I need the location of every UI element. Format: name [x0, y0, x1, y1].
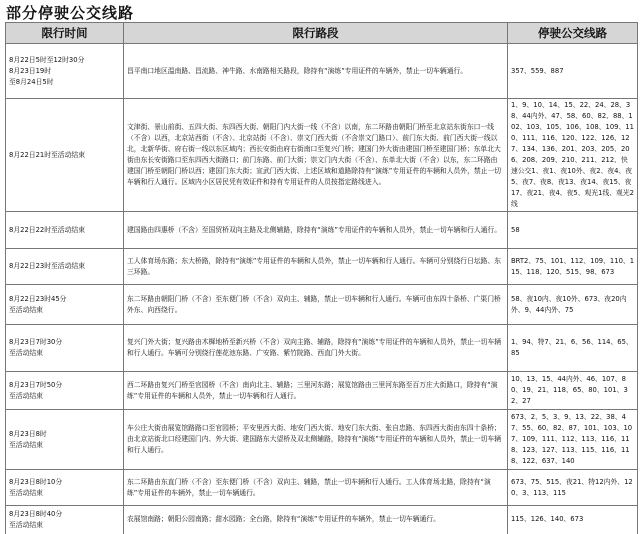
time-line: 8月22日22时至活动结束 — [9, 225, 85, 234]
time-cell — [6, 212, 124, 249]
table-row — [6, 506, 638, 534]
lines-cell: 357、559、887 — [508, 44, 638, 99]
lines-cell: 1、9、10、14、15、22、24、28、38、44内外、47、58、60、82、88、102、103、105、106、108、109、110、111、116、120、122、126、127、134、136、201、203、205、206、208、209、210、211、212、快速公交1、夜1、夜10外、夜2、夜4、夜5、夜7、夜8、夜13、夜14、夜15、夜17、夜21、夜4、夜5、观光1线、观光2线 — [508, 99, 638, 212]
time-cell — [6, 325, 124, 372]
time-line: 8月22日23时至活动结束 — [9, 262, 85, 270]
lines-cell: BRT2、75、101、112、109、110、115、118、120、515、98、673 — [508, 249, 638, 285]
route-cell: 工人体育场东路；东大桥路，除持有“演练”专用证件的车辆和人员外，禁止一切车辆和行人通行。车辆可分别绕行日坛路、东三环路。 — [124, 249, 508, 285]
lines-cell: 115、126、140、673 — [508, 506, 638, 534]
header-lines: 停驶公交线路 — [508, 23, 638, 44]
table-row — [6, 410, 638, 470]
route-cell: 文津街、景山前街、五四大街、东四西大街、朝阳门内大街一线（不含）以南，东二环路由朝阳门桥至北京站东街东口一线（不含）以西，北京站西街（不含）、北京站街（不含）、崇文门西大街（不含崇文门路口）、前门东大街、前门西大街一线以北，北新华街、府右街一线以东区域内；西长安街由府右街南口至复兴门桥；建国门外大街由建国门桥至建国门桥；东单北大街由东长安街路口至东四西大街路口；前门东路、前门大街；崇文门内大街（不含）、东单北大街（不含）以东，东二环路由建国门桥至朝阳门桥以西；建国门东大街；宣武门西大街、上述区域和道路除持有“演练”专用证件的车辆和人员外，禁止一切车辆和行人通行。区域内小区居民凭有效证件和持有专用证件的人员按指定路线进入。 — [124, 99, 508, 212]
route-cell: 复兴门外大街；复兴路由木樨地桥至新兴桥（不含）双向主路、辅路，除持有“演练”专用证件的车辆和人员外，禁止一切车辆和行人通行。车辆可分别绕行莲花池东路、广安路、紫竹院路、西直门外大街。 — [124, 325, 508, 372]
time-line: 8月23日8时10分 — [9, 477, 63, 486]
time-line: 8月23日8时40分 — [9, 509, 63, 518]
time-line: 至活动结束 — [9, 440, 43, 449]
lines-cell: 673、2、5、3、9、13、22、38、47、55、60、82、87、101、103、107、109、111、112、113、116、118、123、127、113、115、116、118、122、637、140 — [508, 410, 638, 470]
header-time: 限行时间 — [6, 23, 124, 44]
table-row — [6, 249, 638, 285]
table-row — [6, 285, 638, 325]
time-line: 至活动结束 — [9, 488, 43, 497]
lines-cell: 10、13、15、44内外、46、107、80、19、21、118、65、80、101、32、27 — [508, 372, 638, 410]
time-cell — [6, 99, 124, 212]
time-line: 8月22日21时至活动结束 — [9, 150, 85, 159]
route-cell: 建国路由四惠桥（不含）至国贸桥双向主路及北侧辅路，除持有“演练”专用证件的车辆和人员外，禁止一切车辆和行人通行。 — [124, 212, 508, 249]
table-header-row — [6, 23, 638, 44]
table-row — [6, 212, 638, 249]
header-route: 限行路段 — [124, 23, 508, 44]
route-cell: 农展馆南路；朝阳公园南路；甜水园路；全台路，除持有“演练”专用证件的车辆外，禁止一切车辆通行。 — [124, 506, 508, 534]
time-line: 至活动结束 — [9, 305, 43, 314]
route-cell: 昌平南口地区温南路、昌流路、神牛路、水南路相关路段，除持有“演练”专用证件的车辆外，禁止一切车辆通行。 — [124, 44, 508, 99]
lines-cell: 673、75、515、夜21、特12内外、120、3、113、115 — [508, 470, 638, 506]
time-line: 8月23日7时50分 — [9, 380, 63, 389]
time-cell — [6, 410, 124, 470]
table-row — [6, 325, 638, 372]
time-cell — [6, 285, 124, 325]
table-row — [6, 99, 638, 212]
route-cell: 东二环路由东直门桥（不含）至东便门桥（不含）双向主、辅路，禁止一切车辆和行人通行。工人体育场北路，除持有“演练”专用证件的车辆外，禁止一切车辆通行。 — [124, 470, 508, 506]
time-line: 8月23日19时 — [9, 66, 52, 75]
table-row — [6, 372, 638, 410]
time-cell — [6, 506, 124, 534]
bus-suspension-table — [5, 22, 638, 534]
time-line: 至活动结束 — [9, 391, 43, 400]
time-line: 至活动结束 — [9, 349, 43, 357]
lines-cell: 1、94、特7、21、6、56、114、65、85 — [508, 325, 638, 372]
time-line: 8月23日7时30分 — [9, 338, 63, 346]
time-cell — [6, 44, 124, 99]
table-row — [6, 470, 638, 506]
lines-cell: 58 — [508, 212, 638, 249]
route-cell: 车公庄大街由展览馆路路口至官园桥；平安里西大街、地安门西大街、地安门东大街、张自忠路、东四西大街由东四十条桥；由北京站街北口经建国门内、外大街、建国路东大望桥及双北侧辅路，除持有“演练”专用证件的车辆和人员外，禁止一切车辆和行人通行。 — [124, 410, 508, 470]
time-line: 至活动结束 — [9, 520, 43, 529]
time-line: 8月23日8时 — [9, 429, 47, 438]
time-line: 8月22日23时45分 — [9, 294, 67, 303]
route-cell: 东二环路由朝阳门桥（不含）至东便门桥（不含）双向主、辅路，禁止一切车辆和行人通行。车辆可由东四十条桥、广渠门桥外东、向西绕行。 — [124, 285, 508, 325]
lines-cell: 58、夜10内、夜10外、673、夜20内外、9、44内外、75 — [508, 285, 638, 325]
time-line: 至8月24日5时 — [9, 77, 54, 86]
time-cell — [6, 372, 124, 410]
table-row — [6, 44, 638, 99]
time-line: 8月22日5时至12时30分 — [9, 55, 85, 64]
route-cell: 西二环路由复兴门桥至官园桥（不含）南向北主、辅路；三里河东路；展览馆路由三里河东路至百万庄大街路口，除持有“演练”专用证件的车辆和人员外，禁止一切车辆和行人通行。 — [124, 372, 508, 410]
time-cell — [6, 249, 124, 285]
time-cell — [6, 470, 124, 506]
page-title: 部分停驶公交线路 — [6, 4, 135, 22]
